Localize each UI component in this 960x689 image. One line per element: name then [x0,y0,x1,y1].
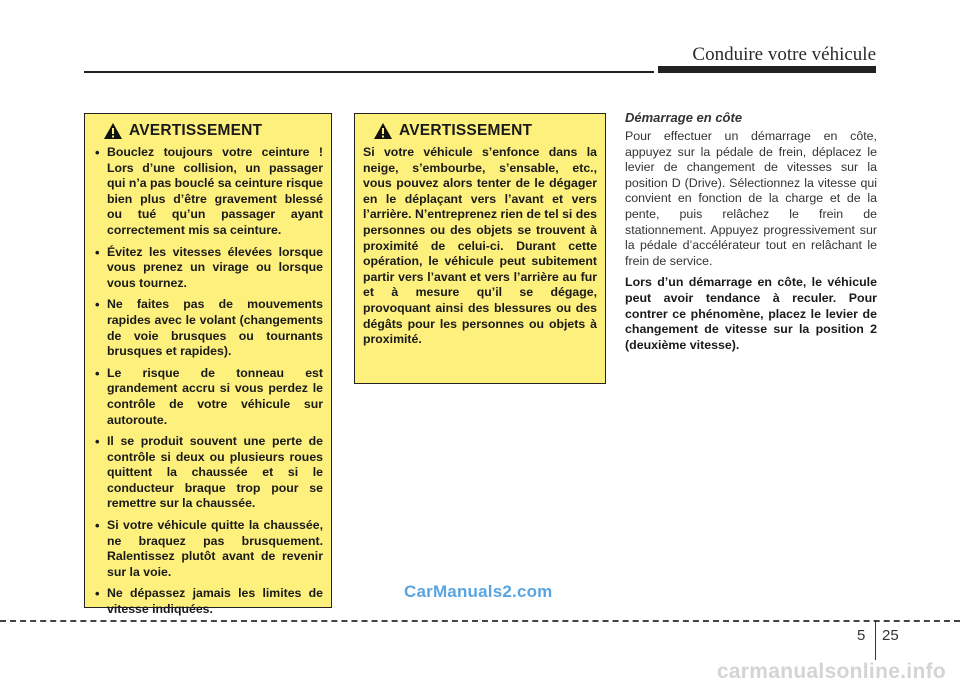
warning-title: AVERTISSEMENT [129,122,263,139]
section-heading: Démarrage en côte [625,110,743,125]
warning-item: • Bouclez toujours votre ceinture ! Lors d’une collision, un passager qui n’a pas bouclé sa ceinture risque bien plus d’être gravement blessé ou tué qu’un passager ayant correctement mis sa ceinture. [93,145,323,239]
chapter-number: 5 [857,627,866,644]
header-rule [84,71,654,73]
warning-item: • Si votre véhicule quitte la chaussée, ne braquez pas brusquement. Ralentissez plutôt avant de revenir sur la voie. [93,518,323,580]
page-number: 25 [882,627,899,644]
watermark-site: carmanualsonline.info [716,660,946,683]
watermark-link[interactable]: CarManuals2.com [404,582,553,601]
warning-box-left [84,113,332,617]
section-hill-start [625,110,877,353]
warning-header [93,122,323,140]
warning-item: • Le risque de tonneau est grandement accru si vous perdez le contrôle de votre véhicule sur autoroute. [93,366,323,428]
page-separator [875,620,876,660]
header-rule-accent [658,66,876,73]
header-title: Conduire votre véhicule [692,44,876,65]
warning-header [363,122,597,140]
warning-box-mid [354,113,606,384]
warning-triangle-icon [373,122,393,140]
warning-title: AVERTISSEMENT [399,122,533,139]
warning-item: • Ne faites pas de mouvements rapides avec le volant (changements de voie brusques ou tournants brusques et rapides). [93,297,323,359]
warning-item: • Évitez les vitesses élevées lorsque vous prenez un virage ou lorsque vous tournez. [93,245,323,292]
section-body: Pour effectuer un démarrage en côte, appuyez sur la pédale de frein, déplacez le levier de changement de vitesses sur la position D (Drive). Sélectionnez la vitesse qui convient en fonction de la charge et de la pente, puis relâchez le frein de stationnement. Appuyez progressivement sur la pédale d’accélérateur tout en relâchant le frein de service. [625,129,877,268]
footer-rule [0,620,960,622]
warning-list [93,145,323,618]
warning-item: • Ne dépassez jamais les limites de vitesse indiquées. [93,586,323,617]
section-bold-note: Lors d’un démarrage en côte, le véhicule peut avoir tendance à reculer. Pour contrer ce phénomène, placez le levier de changement de vitesse sur la position 2 (deuxième vitesse). [625,275,877,352]
warning-text: Si votre véhicule s’enfonce dans la neige, s’embourbe, s’ensable, etc., vous pouvez alors tenter de le dégager en le déplaçant vers l’avant et vers l’arrière. N’entreprenez rien de tel si des personnes ou des objets se trouvent à proximité de celui-ci. Durant cette opération, le véhicule peut subitement partir vers l’avant et vers l’arrière au fur et à mesure qu’il se dégage, provoquant ainsi des blessures ou des dégâts pour les personnes ou objets à proximité. [363,145,597,347]
warning-triangle-icon [103,122,123,140]
warning-item: • Il se produit souvent une perte de contrôle si deux ou plusieurs roues quittent la chaussée et si le conducteur braque trop pour se remettre sur la chaussée. [93,434,323,512]
